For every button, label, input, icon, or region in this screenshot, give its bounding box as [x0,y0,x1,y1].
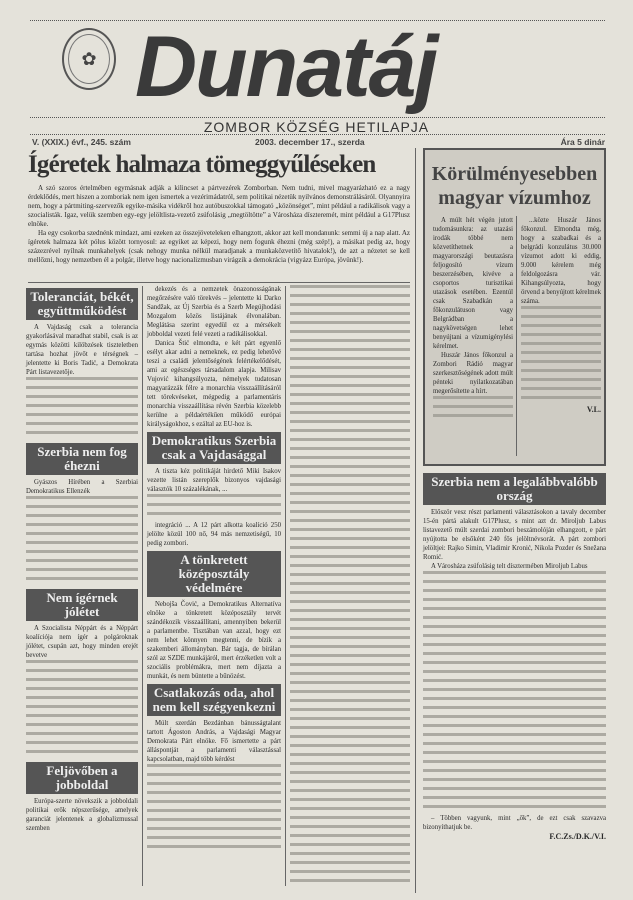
article-heading: Demokratikus Szerbia csak a Vajdasággal [147,432,281,464]
article-text-lines [26,377,138,440]
article-text: ...közte Huszár János főkonzul. Elmondta még, hogy a szabadkai és a belgrádi konzulátus 30.000 vízumot adott ki eddig, 9.000 kérelem még feldolgozásra vár. Kihangsúlyozta, hogy örvend a benyújtott kérelmek száma. [521,217,601,305]
article-text: Huszár János főkonzul a Zombori Rádió magyar szerkesztőségének adott múlt pénteki nyilatkozatában megerősítette a hírt. [433,352,513,395]
column-rule [415,148,416,893]
masthead-subtitle: ZOMBOR KÖZSÉG HETILAPJA [203,119,430,135]
issue-number: V. (XXIX.) évf., 245. szám [32,137,131,147]
author-signature: V.L. [586,405,601,414]
lead-headline: Ígéretek halmaza tömeggyűléseken [28,151,376,178]
article-heading: Toleranciát, békét, együttműködést [26,288,138,320]
price: Ára 5 dinár [560,137,605,147]
column-1 [26,285,138,833]
issue-date: 2003. december 17., szerda [255,137,365,147]
lead-article [28,184,410,265]
article-text: Gyászos Hírében a Szerbiai Demokratikus Ellenzék [26,479,138,495]
article-text: A múlt hét végén jutott tudomásunkra: az utazási irodák többé nem közvetíthetnek a magyarországi beutazásra feljogosító vízum beszerzésében, kivéve a csoportos turisztikai utazások esetében. Ezentúl csak Szabadkán a főkonzulátuson vagy Belgrádban a nagykövetségen lehet benyújtani a vízumigénylési kérelmet. [433,217,513,350]
article-heading: Szerbia nem a legalábbvalóbb ország [423,473,606,505]
article-text: A Szocialista Néppárt és a Néppárt koalíciója nem ígér a polgároknak jólétet, csupán azt, hogy minden erejét bevetve [26,625,138,659]
article-text-lines [147,494,281,521]
article-text-lines [423,571,606,814]
lead-paragraph: A szó szoros értelmében egymásnak adják a kilincset a pártvezérek Zomborban. Nem tudni, mivel magyarázható ez a nagy érdeklődés, mert hiszen a zomboriak nem igen ismertek a vezérimádatról, sem politikai nézetük nyilvános demonstrálásáról. Olyannyira nem, hogy a pártmiting-szervezők egyike-másika vidékről hoz autóbuszokkal támogató „közönséget”, mint például a radikálisok vagy a szocialisták. Igaz, velük szemben egy-egy jelöltlista-vezető zsúfolásig „megtöltötte” a Városháza díszteremét, mint például a G17Plusz elnöke. [28,184,410,228]
column-rule [142,286,143,886]
rule [30,117,605,118]
article-heading: Nem ígérnek jólétet [26,589,138,621]
article-text-lines [290,285,410,885]
visa-article-box [423,148,606,466]
divider [28,282,410,283]
column-rule [516,216,517,456]
article-text: – Többen vagyunk, mint „ők”, de ezt csak szavazva bizonyíthatjuk be. [423,815,606,831]
article-text: Múlt szerdán Bezdánban bánusságtalant tartott Ágoston András, a Vajdasági Magyar Demokrata Párt elnöke. Fő ismertette a párt álláspontját a parlamenti választással kapcsolatban, majd több kérdést [147,720,281,763]
article-heading: Csatlakozás oda, ahol nem kell szégyenkezni [147,684,281,716]
lead-paragraph: Ha egy csokorba szednénk mindazt, ami ezeken az összejöveteleken elhangzott, akkor azt kell mondanunk: semmi új a nap alatt. Az ígéretek halmaza két pólus között tornyosul: az egyiket az képezi, hogy nem fogunk éhezni (még szép!), a másikat pedig az, hogy százezrével nyílnak munkahelyek (csak nehogy munka nélkül maradjanak a munkaközvetítő hivatalok!), de azt a nézetet se kell mellőzni, hogy nemzetben él a polgár, illetve hogy nacionalizmusban virágzik a demokrácia (vigyázz Európa, jövünk!). [28,229,410,264]
article-text-lines [26,496,138,586]
author-signature: F.C.Zs./D.K./V.I. [549,832,606,841]
article-text: Először vesz részt parlamenti választásokon a tavaly december 15-én pártá alakult G17Plusz, s mint azt dr. Miroljub Labus listavezető múlt szerdai zombori beszámolóján elhangzott, e párt nyújtotta be elsőként 240 fős jelöltnévsorát. A párt zombori jelöltjei: Rajko Simin, Vladimir Kronić, Nikola Pozder és Snežana Romić. [423,509,606,561]
column-rule [285,286,286,886]
column-2 [147,285,281,854]
article-text-lines [26,660,138,759]
article-heading: A tönkretett középosztály védelmére [147,551,281,597]
article-text: dekezés és a nemzetek önazonosságának megőrzésére való törekvés – jelentette ki Darko Sandžak, az Új Szerbia és a Szerb Megújhodási Mozgalom közös listájának élvonalában. Meglátása szerint egyedül ez a mérsékelt jobboldal vezeti felé vezeti a radikálisokkal. [147,286,281,338]
article-text: Danica Štić elmondta, e két párt egyenlő esélyt akar adni a nemeknek, ez pedig lehetővé teszi a családi jelentőségének felértékelődését, ami az egészséges társadalom alapja. Milisav Vujović kihangsúlyozta, némelyek tudatosan magyarázzák félre a monarchia visszaállításáról tett törekvéseket, mégpedig a parlamentáris monarchia visszaállítása révén Szerbia közelebb kerülne a példaértékűen működő európai királyságokhoz, s ezáltal az EU-hoz is. [147,340,281,428]
article-text-lines [521,306,601,405]
masthead-logo: Dunatáj [135,19,437,115]
article-heading: Feljövőben a jobboldal [26,762,138,794]
article-text: Európa-szerte növekszik a jobboldali politikai erők népszerűsége, amelyek garanciát jelentenek a globalizmussal szemben [26,798,138,832]
article-heading: Körülményesebben magyar vízumhoz [431,163,598,209]
article-text: A Városháza zsúfolásig telt dísztermében Miroljub Labus [431,563,588,570]
article-text: A tiszta kéz politikáját hirdető Miki Isakov vezette listán szereplők bizonyos vajdasági választók 10 százalékának, ... [147,468,281,493]
box-column [521,216,601,415]
article-text: Nebojša Čović, a Demokratikus Alternatíva elnöke a tönkretett középosztály tervét szándékozik visszaállítani, amennyiben bekerül a parlamentbe. Tisztában van azzal, hogy ezt nem lehet könnyen megtenni, de bízik a szakemberi állományban. Bár tagja, de bírálan szól az SZDE munkájáról, mert érzéketlen volt a szociális problémákra, mert nem díjazta a munkát, és nem büntette a bűnözést. [147,601,281,680]
article-text-lines [433,396,513,423]
article-text: A Vajdaság csak a tolerancia gyakorlásával maradhat stabil, csak is az egymás közötti kilöbzések tiszteletben tartása hozhat jövőt e térségnek – jelentette ki Boris Tadić, a Demokrata Párt listavezetője. [26,324,138,376]
box-column [433,216,513,423]
rule [30,134,605,135]
column-3 [290,285,410,885]
seal-logo: ✿ [62,28,116,90]
right-article [423,470,606,842]
article-text: integráció ... A 12 párt alkotta koalíció 250 jelölte közül 100 nő, 94 más nemzetiségű, 10 pedig zombori. [147,522,281,547]
article-heading: Szerbia nem fog éhezni [26,443,138,475]
article-text-lines [147,764,281,854]
